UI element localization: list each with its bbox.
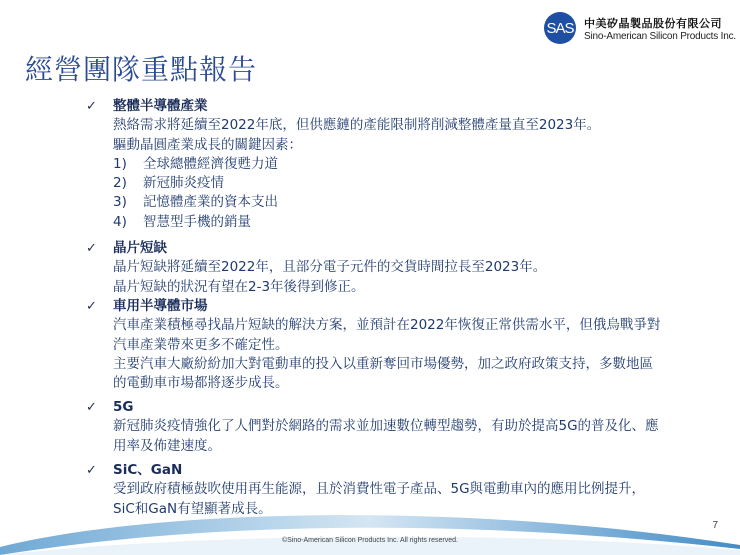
list-number: 4) <box>113 213 127 230</box>
list-number: 3) <box>113 194 127 211</box>
list-number: 1) <box>113 155 127 172</box>
check-icon: ✓ <box>86 463 97 478</box>
company-logo <box>544 12 736 44</box>
bullet-section <box>86 297 716 393</box>
copyright-footer: ©Sino-American Silicon Products Inc. All rights reserved. <box>282 537 458 544</box>
body-line: 主要汽車大廠紛紛加大對電動車的投入以重新奪回市場優勢，加之政府政策支持，多數地區 <box>113 355 653 372</box>
page-number: 7 <box>712 520 718 531</box>
body-line: 用率及佈建速度。 <box>113 437 221 454</box>
section-heading: SiC、GaN <box>113 462 183 478</box>
company-name-zh: 中美矽晶製品股份有限公司 <box>584 16 722 30</box>
body-line: 晶片短缺的狀況有望在2-3年後得到修正。 <box>113 278 365 295</box>
bullet-section <box>86 398 716 456</box>
check-icon: ✓ <box>86 241 97 256</box>
list-item: 全球總體經濟復甦力道 <box>143 155 278 172</box>
list-item: 智慧型手機的銷量 <box>143 213 251 230</box>
list-item: 新冠肺炎疫情 <box>143 175 224 192</box>
bullet-section <box>86 461 716 519</box>
check-icon: ✓ <box>86 400 97 415</box>
company-name-en: Sino-American Silicon Products Inc. <box>584 30 736 42</box>
section-heading: 整體半導體產業 <box>113 98 208 114</box>
bullet-section <box>86 97 716 232</box>
body-line: 熱絡需求將延續至2022年底，但供應鏈的產能限制將削減整體產量直至2023年。 <box>113 117 601 134</box>
body-line: 的電動車市場都將逐步成長。 <box>113 375 289 392</box>
body-line: 晶片短缺將延續至2022年，且部分電子元件的交貨時間拉長至2023年。 <box>113 259 547 276</box>
body-line: 新冠肺炎疫情強化了人們對於網路的需求並加速數位轉型趨勢，有助於提高5G的普及化、應 <box>113 418 659 435</box>
section-heading: 5G <box>113 399 134 415</box>
list-number: 2) <box>113 175 127 192</box>
section-heading: 晶片短缺 <box>113 240 167 256</box>
list-item: 記憶體產業的資本支出 <box>143 194 278 211</box>
body-line: SiC和GaN有望顯著成長。 <box>113 500 272 517</box>
body-line: 受到政府積極鼓吹使用再生能源，且於消費性電子產品、5G與電動車內的應用比例提升， <box>113 481 646 498</box>
sas-logo-mark: SAS <box>544 12 576 44</box>
check-icon: ✓ <box>86 299 97 314</box>
section-heading: 車用半導體市場 <box>113 298 208 314</box>
check-icon: ✓ <box>86 99 97 114</box>
body-line: 汽車產業帶來更多不確定性。 <box>113 336 289 353</box>
body-line: 驅動晶圓產業成長的關鍵因素： <box>113 136 302 153</box>
slide-title: 經營團隊重點報告 <box>25 53 258 86</box>
bullet-section <box>86 239 716 297</box>
body-line: 汽車產業積極尋找晶片短缺的解決方案，並預計在2022年恢復正常供需水平，但俄烏戰爭對 <box>113 317 661 334</box>
